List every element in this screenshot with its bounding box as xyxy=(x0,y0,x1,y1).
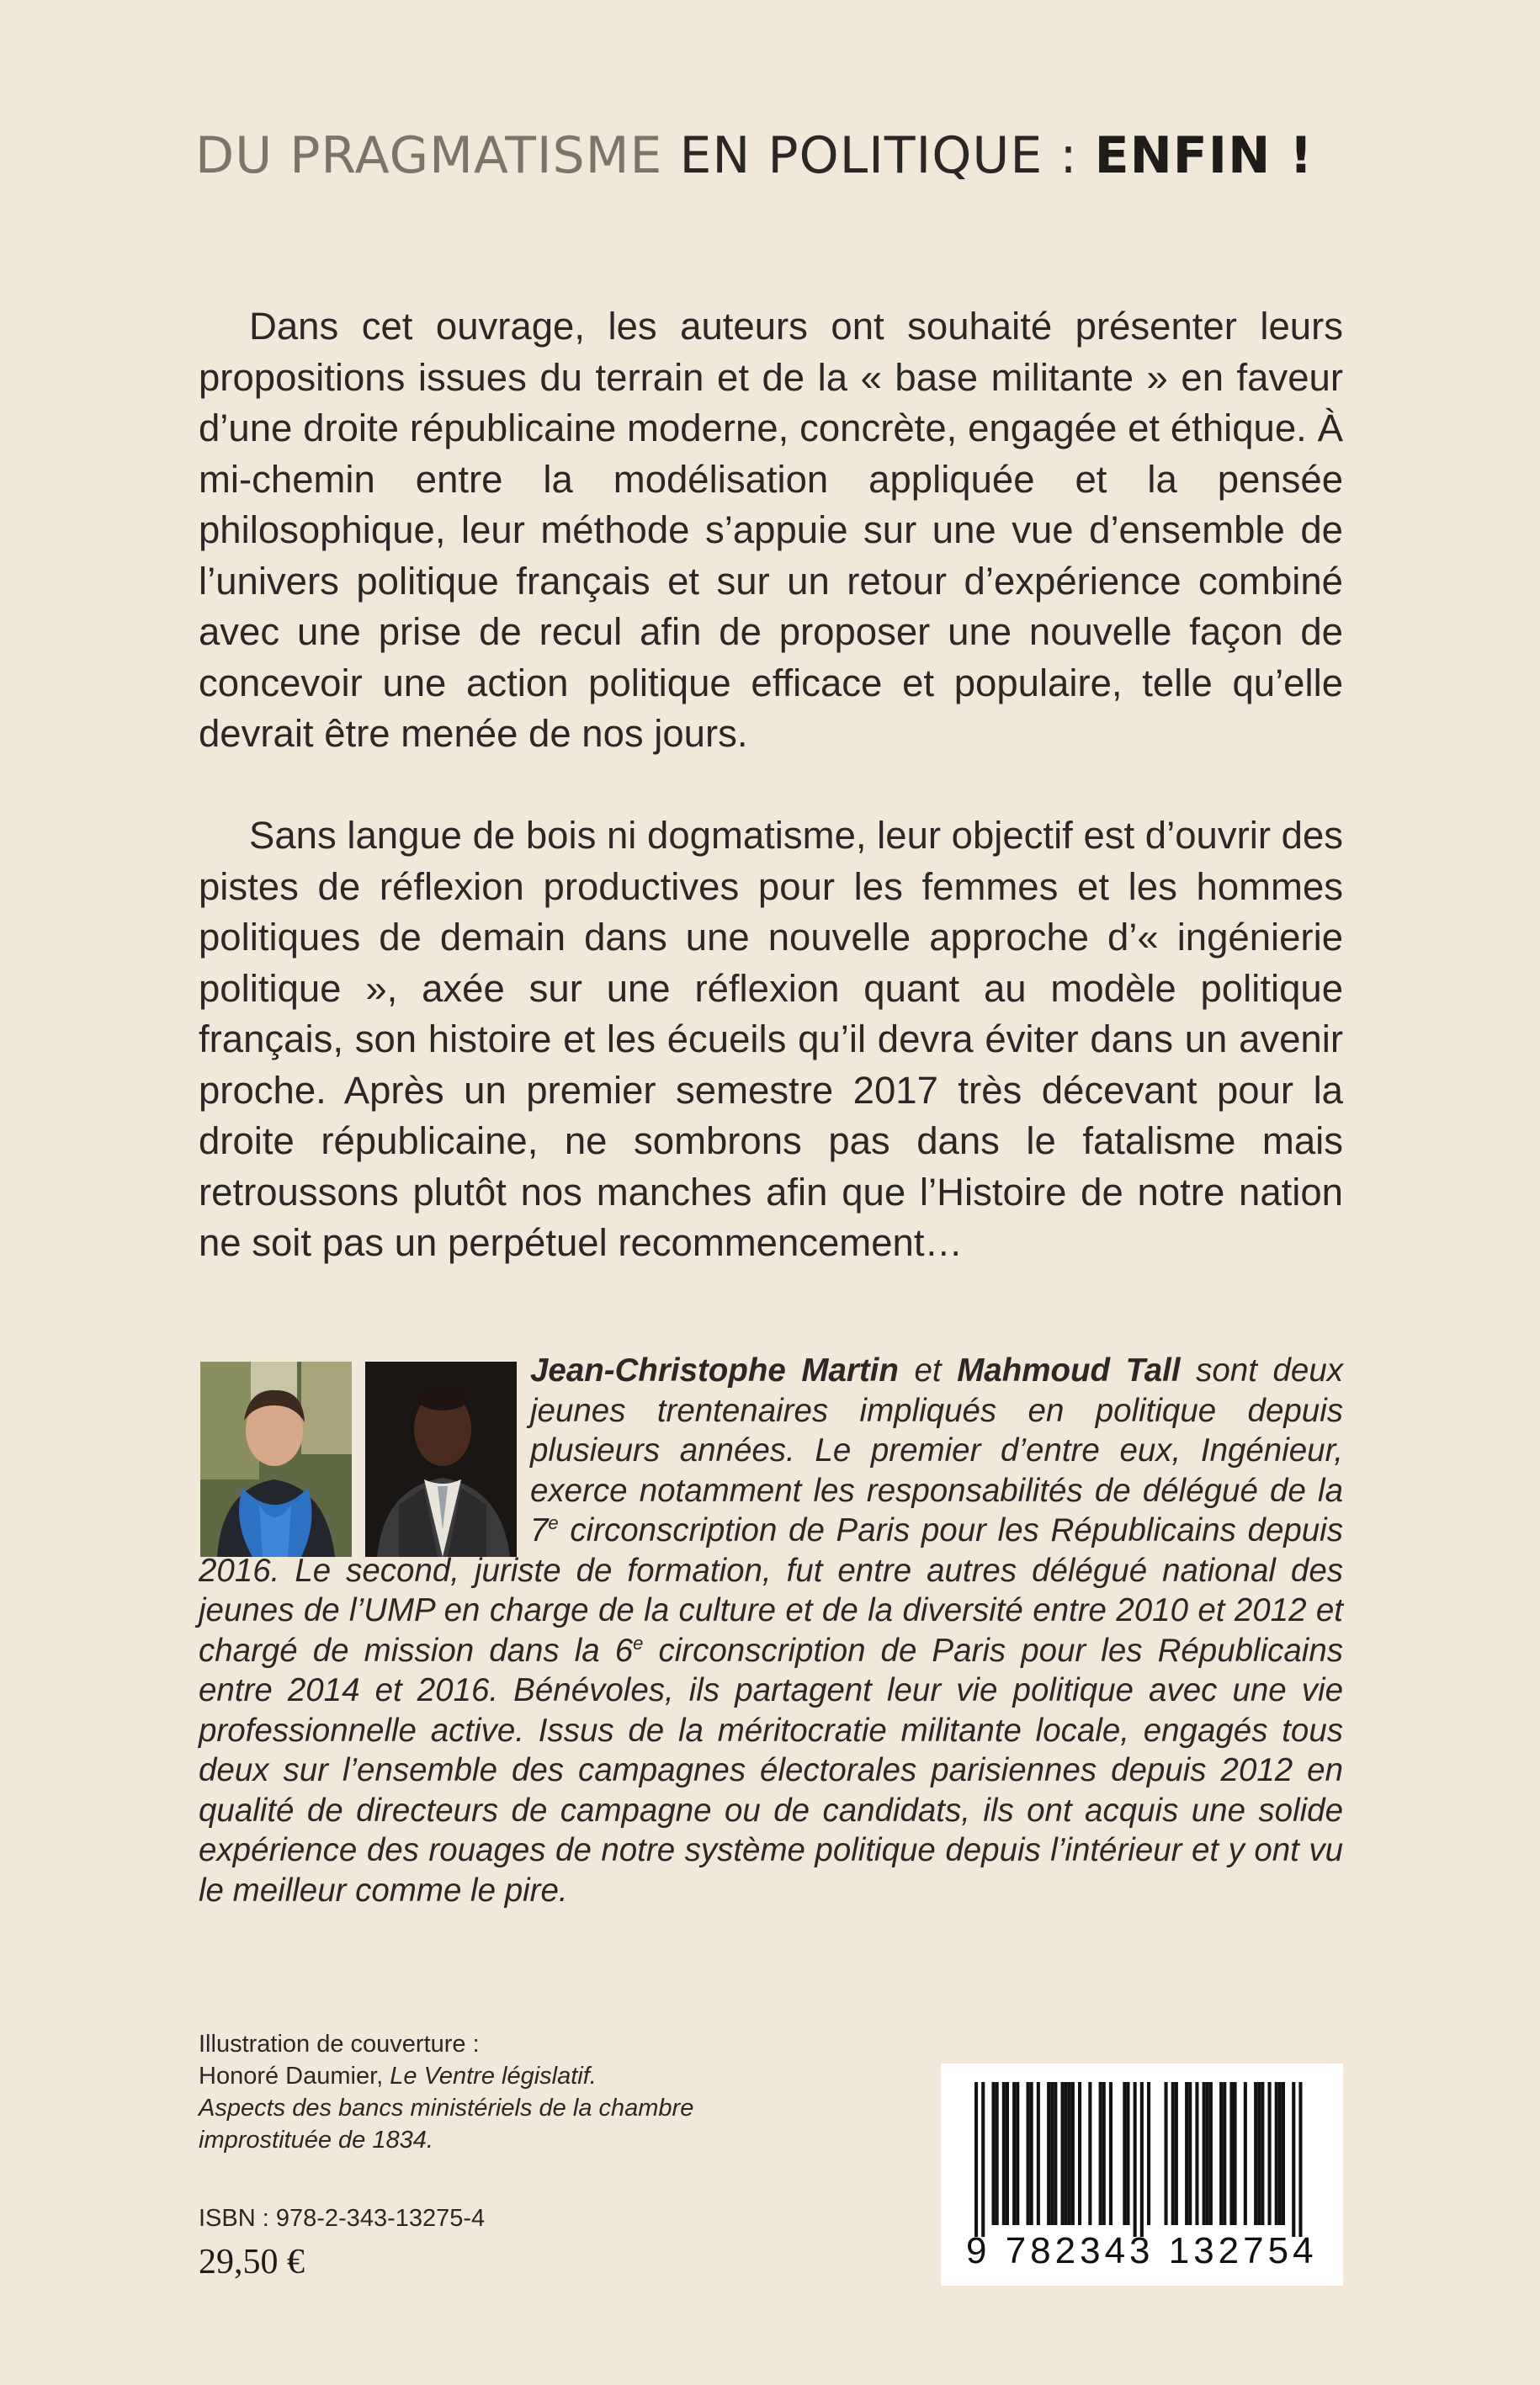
barcode-bar xyxy=(1099,2082,1102,2225)
barcode-bar xyxy=(1047,2082,1050,2225)
barcode-bar xyxy=(1188,2082,1192,2225)
barcode-bar xyxy=(1195,2082,1198,2225)
barcode-bar xyxy=(1140,2082,1144,2237)
barcode-bar xyxy=(981,2082,985,2237)
credit-label: Illustration de couverture : xyxy=(199,2031,480,2058)
author-1-name: Jean-Christophe Martin xyxy=(530,1352,899,1389)
barcode-bar xyxy=(1012,2082,1016,2225)
credit-artist: Honoré Daumier, xyxy=(199,2063,390,2090)
barcode-bar xyxy=(1229,2082,1233,2225)
barcode-bar xyxy=(1268,2082,1272,2225)
barcode-bar xyxy=(1109,2082,1113,2225)
barcode-bar xyxy=(1209,2082,1213,2225)
barcode-bar xyxy=(1282,2082,1285,2225)
price: 29,50 € xyxy=(199,2243,305,2281)
barcode-bar xyxy=(1126,2082,1129,2225)
barcode-bar xyxy=(1298,2082,1302,2237)
bio-text-b: circonscription de Paris pour les Républicains depuis 2016. Le second, juriste de formation, fut entre autres délégué national des jeunes de l’UMP en charge de la culture et de la diversité entre 2010 et 2012 et chargé de mission dans la 6 xyxy=(199,1512,1343,1669)
barcode-bar xyxy=(974,2082,978,2237)
barcode-bar xyxy=(1054,2082,1057,2225)
barcode-bar xyxy=(1037,2082,1040,2225)
barcode-bar xyxy=(1278,2082,1282,2225)
barcode-bar xyxy=(1006,2082,1009,2225)
barcode-bar xyxy=(1078,2082,1081,2225)
barcode-bar xyxy=(1261,2082,1264,2225)
barcode-bar xyxy=(1068,2082,1071,2225)
cover-illustration-credit xyxy=(199,2028,788,2156)
barcode-bar xyxy=(1050,2082,1054,2225)
title-part-3: ENFIN ! xyxy=(1094,126,1314,185)
barcode-bar xyxy=(1030,2082,1033,2225)
bio-text-a: sont deux jeunes trentenaires impliqués en politique depuis plusieurs années. Le premier d’entre eux, Ingénieur, exerce notamment les responsabilités de délégué de la 7 xyxy=(530,1352,1344,1548)
credit-subtitle-2: improstituée de 1834. xyxy=(199,2127,433,2154)
barcode-bar xyxy=(1223,2082,1226,2225)
barcode-bar xyxy=(1102,2082,1106,2225)
barcode-bar xyxy=(1257,2082,1261,2225)
barcode-bar xyxy=(1234,2082,1237,2225)
bio-and: et xyxy=(898,1352,958,1389)
barcode-bar xyxy=(1027,2082,1030,2225)
barcode-bar xyxy=(1071,2082,1075,2225)
bio-sup-2: e xyxy=(633,1632,644,1654)
barcode-bar xyxy=(1134,2082,1137,2237)
barcode-bar xyxy=(996,2082,999,2225)
barcode-bar xyxy=(1175,2082,1178,2225)
credit-artist-line xyxy=(199,2060,788,2092)
barcode-bar xyxy=(1203,2082,1206,2225)
barcode-bar xyxy=(1219,2082,1223,2225)
credit-subtitle-1: Aspects des bancs ministériels de la chambre xyxy=(199,2095,694,2122)
barcode-bar xyxy=(1171,2082,1175,2225)
barcode-bar xyxy=(1165,2082,1168,2225)
barcode-bar xyxy=(1061,2082,1065,2225)
bio-text-c: circonscription de Paris pour les Républicains entre 2014 et 2016. Bénévoles, ils partagent leur vie politique avec une vie professionnelle active. Issus de la méritocratie militante locale, engagés tous deux sur l’ensemble des campagnes électorales parisiennes depuis 2012 en qualité de directeurs de campagne ou de candidats, ils ont acquis une solide expérience des rouages de notre système politique depuis l’intérieur et y ont vu le meilleur comme le pire. xyxy=(199,1632,1344,1909)
author-2-name: Mahmoud Tall xyxy=(957,1352,1181,1389)
credit-work: Le Ventre législatif. xyxy=(390,2063,597,2090)
isbn: ISBN : 978-2-343-13275-4 xyxy=(199,2205,486,2232)
barcode-bar xyxy=(1275,2082,1278,2225)
summary-paragraph-2: Sans langue de bois ni dogmatisme, leur objectif est d’ouvrir des pistes de réflexion productives pour les femmes et les hommes politiques de demain dans une nouvelle approche d’« ingénierie politique », axée sur une réflexion quant au modèle politique français, son histoire et les écueils qu’il devra éviter dans un avenir proche. Après un premier semestre 2017 très décevant pour la droite républicaine, ne sombrons pas dans le fatalisme mais retroussons plutôt nos manches afin que l’Histoire de notre nation ne soit pas un perpétuel recommencement… xyxy=(199,814,1343,1264)
barcode-bar xyxy=(1147,2082,1150,2225)
barcode-bar xyxy=(1088,2082,1091,2225)
barcode-bar xyxy=(1254,2082,1257,2225)
barcode xyxy=(941,2064,1343,2286)
barcode-bar xyxy=(992,2082,996,2225)
title-part-1: DU PRAGMATISME xyxy=(195,126,680,185)
barcode-bar xyxy=(1206,2082,1209,2225)
summary-paragraph-1: Dans cet ouvrage, les auteurs ont souhaité présenter leurs propositions issues du terrain et de la « base militante » en faveur d’une droite républicaine moderne, concrète, engagée et éthique. À mi-chemin entre la modélisation appliquée et la pensée philosophique, leur méthode s’appuie sur une vue d’ensemble de l’univers politique français et sur un retour d’expérience combiné avec une prise de recul afin de proposer une nouvelle façon de concevoir une action politique efficace et populaire, telle qu’elle devrait être menée de nos jours. xyxy=(199,305,1343,755)
title-part-2: EN POLITIQUE : xyxy=(679,126,1095,185)
barcode-bar xyxy=(1185,2082,1188,2225)
barcode-bar xyxy=(1002,2082,1006,2225)
barcode-bar xyxy=(1065,2082,1068,2225)
barcode-bar xyxy=(1016,2082,1019,2225)
barcode-digits: 9 782343 132754 xyxy=(966,2230,1318,2271)
barcode-bar xyxy=(1292,2082,1295,2237)
barcode-bar xyxy=(1244,2082,1247,2225)
photo-spacer xyxy=(199,1351,530,1544)
barcode-bar xyxy=(1123,2082,1126,2225)
page-title xyxy=(195,126,1373,185)
authors-bio xyxy=(199,1351,1343,1910)
bio-sup-1: e xyxy=(548,1512,559,1534)
